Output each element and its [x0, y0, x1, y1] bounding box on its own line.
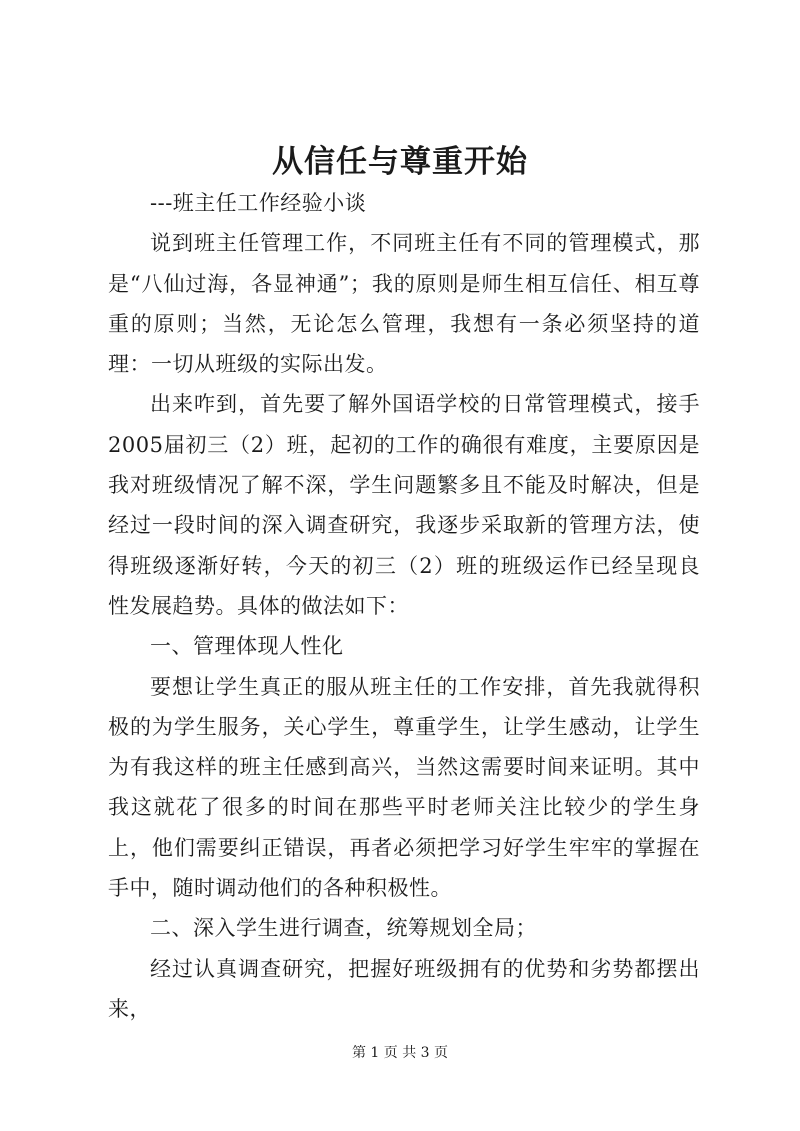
- document-subtitle: ---班主任工作经验小谈: [150, 191, 367, 215]
- section-heading-2: 二、深入学生进行调查，统筹规划全局；: [150, 916, 537, 941]
- document-title: 从信任与尊重开始: [272, 144, 528, 180]
- section-heading-1: 一、管理体现人性化: [150, 634, 344, 659]
- paragraph-background: 出来咋到，首先要了解外国语学校的日常管理模式，接手2005届初三（2）班，起初的工作的确很有难度，主要原因是我对班级情况了解不深，学生问题繁多且不能及时解决，但是经过一段时间的深入调查研究，我逐步采取新的管理方法，使得班级逐渐好转，今天的初三（2）班的班级运作已经呈现良性发展趋势。具体的做法如下：: [108, 392, 700, 618]
- paragraph-intro: 说到班主任管理工作，不同班主任有不同的管理模式，那是“八仙过海，各显神通”；我的原则是师生相互信任、相互尊重的原则；当然，无论怎么管理，我想有一条必须坚持的道理：一切从班级的实际出发。: [108, 231, 700, 377]
- paragraph-section-2: 经过认真调查研究，把握好班级拥有的优势和劣势都摆出来，: [108, 956, 700, 1021]
- page-footer: 第 1 页 共 3 页: [351, 1045, 449, 1061]
- document-body: [108, 183, 700, 1029]
- paragraph-section-1: 要想让学生真正的服从班主任的工作安排，首先我就得积极的为学生服务，关心学生，尊重学生，让学生感动，让学生为有我这样的班主任感到高兴，当然这需要时间来证明。其中我这就花了很多的时间在那些平时老师关注比较少的学生身上，他们需要纠正错误，再者必须把学习好学生牢牢的掌握在手中，随时调动他们的各种积极性。: [108, 674, 700, 901]
